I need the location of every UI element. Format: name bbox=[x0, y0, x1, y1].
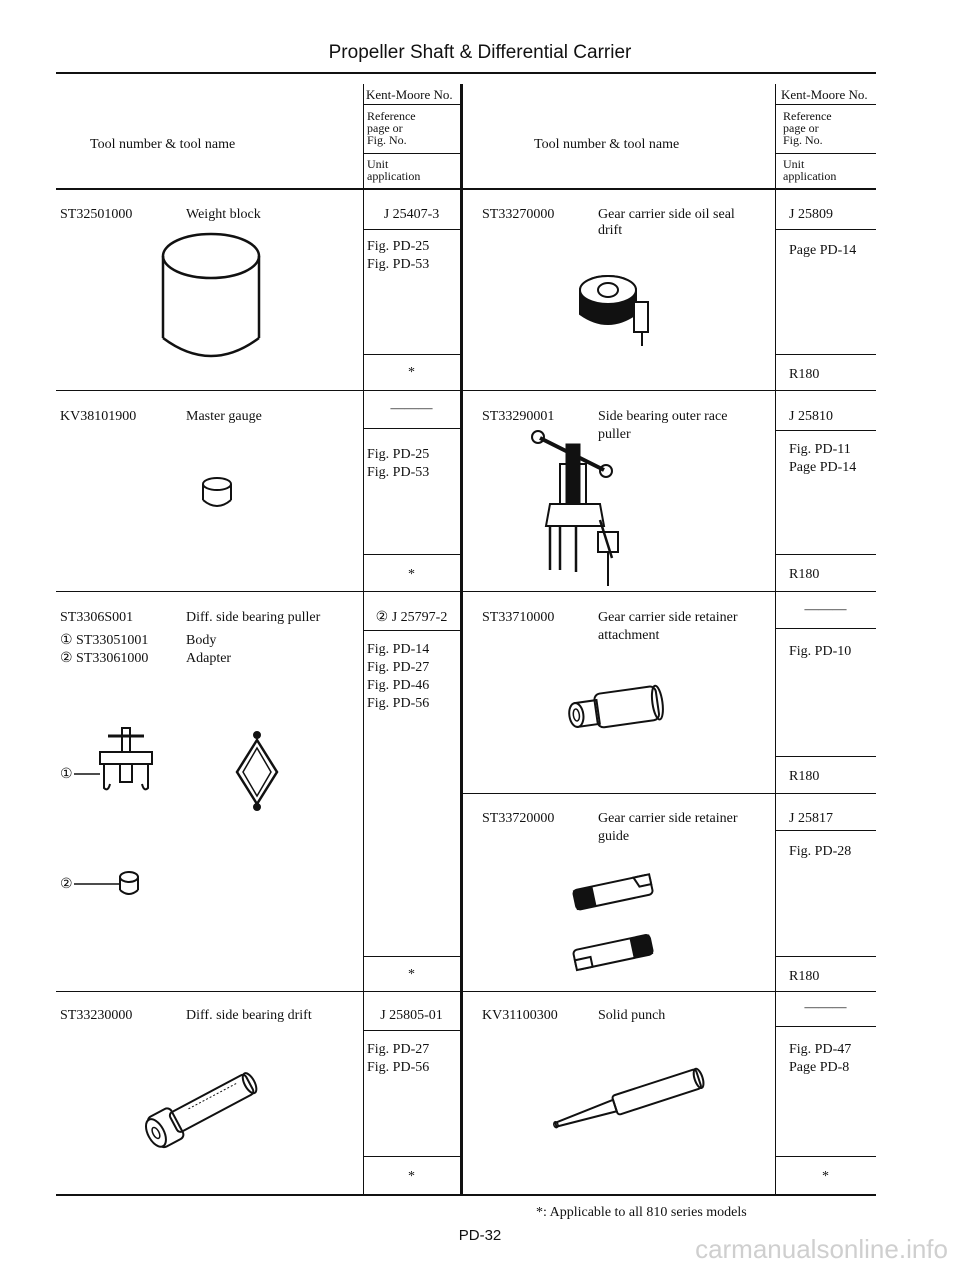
unit-solid-punch: * bbox=[822, 1169, 829, 1184]
ref-solid-punch-1: Fig. PD-47 bbox=[789, 1042, 852, 1057]
right-header-kent-moore: Kent-Moore No. bbox=[781, 87, 868, 102]
row-rule bbox=[363, 229, 460, 230]
ref-master-gauge-2: Fig. PD-53 bbox=[367, 465, 430, 480]
right-header-rule-2 bbox=[775, 153, 876, 154]
tool-name-solid-punch: Solid punch bbox=[598, 1008, 666, 1023]
sub-tool-name-body: Body bbox=[186, 633, 217, 648]
ref-bearing-puller-4: Fig. PD-56 bbox=[367, 696, 430, 711]
right-header-rule bbox=[775, 104, 876, 105]
tool-number-retainer-attachment: ST33710000 bbox=[482, 610, 555, 625]
row-separator bbox=[463, 390, 876, 391]
row-rule bbox=[775, 1026, 876, 1027]
tool-name-retainer-guide-2: guide bbox=[598, 829, 630, 844]
right-header-application: application bbox=[783, 169, 837, 183]
unit-master-gauge: * bbox=[408, 567, 415, 582]
left-header-bottom-rule bbox=[56, 188, 460, 190]
tool-number-race-puller: ST33290001 bbox=[482, 409, 555, 424]
row-separator bbox=[56, 991, 460, 992]
tool-name-bearing-drift: Diff. side bearing drift bbox=[186, 1008, 312, 1023]
row-separator bbox=[463, 793, 876, 794]
tool-name-weight-block: Weight block bbox=[186, 207, 261, 222]
ref-solid-punch-2: Page PD-8 bbox=[789, 1060, 850, 1075]
tool-number-bearing-puller: ST3306S001 bbox=[60, 610, 134, 625]
bottom-rule bbox=[56, 1194, 876, 1196]
left-header-page-or: page or bbox=[367, 121, 403, 135]
ref-bearing-puller-1: Fig. PD-14 bbox=[367, 642, 430, 657]
ref-weight-block-2: Fig. PD-53 bbox=[367, 257, 430, 272]
tool-number-oil-seal-drift: ST33270000 bbox=[482, 207, 555, 222]
kent-moore-master-gauge: ——— bbox=[390, 401, 433, 416]
row-rule bbox=[775, 430, 876, 431]
row-rule bbox=[363, 1030, 460, 1031]
ref-retainer-guide-1: Fig. PD-28 bbox=[789, 844, 852, 859]
top-rule bbox=[56, 72, 876, 74]
row-rule bbox=[775, 229, 876, 230]
retainer-attachment-illustration bbox=[560, 684, 664, 736]
sub-tool-number-body: ① ST33051001 bbox=[60, 633, 149, 648]
center-divider bbox=[460, 84, 463, 1196]
kent-moore-bearing-puller: ② J 25797-2 bbox=[375, 610, 448, 625]
row-separator bbox=[463, 591, 876, 592]
retainer-guide-illustration bbox=[566, 868, 664, 978]
left-header-application: application bbox=[367, 169, 421, 183]
tool-name-master-gauge: Master gauge bbox=[186, 409, 262, 424]
tool-name-oil-seal-drift-1: Gear carrier side oil seal bbox=[598, 207, 735, 222]
sub-tool-name-adapter: Adapter bbox=[186, 651, 232, 666]
unit-retainer-attachment: R180 bbox=[789, 769, 820, 784]
row-rule bbox=[775, 628, 876, 629]
tool-number-bearing-drift: ST33230000 bbox=[60, 1008, 133, 1023]
unit-oil-seal-drift: R180 bbox=[789, 367, 820, 382]
callout-2-label: ② bbox=[60, 877, 73, 892]
row-separator bbox=[463, 991, 876, 992]
row-rule bbox=[775, 554, 876, 555]
bearing-drift-illustration bbox=[140, 1066, 270, 1150]
right-header-unit: Unit bbox=[783, 157, 805, 171]
row-rule bbox=[363, 630, 460, 631]
unit-retainer-guide: R180 bbox=[789, 969, 820, 984]
puller-body-illustration bbox=[74, 726, 174, 792]
tool-number-solid-punch: KV31100300 bbox=[482, 1008, 558, 1023]
tool-name-bearing-puller: Diff. side bearing puller bbox=[186, 610, 321, 625]
unit-race-puller: R180 bbox=[789, 567, 820, 582]
row-rule bbox=[363, 554, 460, 555]
ref-race-puller-1: Fig. PD-11 bbox=[789, 442, 851, 457]
page-title: Propeller Shaft & Differential Carrier bbox=[328, 42, 632, 63]
tool-name-race-puller-1: Side bearing outer race bbox=[598, 409, 728, 424]
row-rule bbox=[775, 756, 876, 757]
kent-moore-solid-punch: ——— bbox=[804, 1000, 847, 1015]
ref-bearing-drift-2: Fig. PD-56 bbox=[367, 1060, 430, 1075]
ref-race-puller-2: Page PD-14 bbox=[789, 460, 857, 475]
left-header-kent-moore: Kent-Moore No. bbox=[366, 87, 453, 102]
weight-block-illustration bbox=[156, 226, 266, 366]
race-puller-illustration bbox=[520, 420, 636, 590]
right-header-tool: Tool number & tool name bbox=[534, 137, 680, 152]
row-separator bbox=[56, 390, 460, 391]
left-column-divider bbox=[363, 84, 364, 1194]
kent-moore-bearing-drift: J 25805-01 bbox=[380, 1008, 443, 1023]
sub-tool-number-adapter: ② ST33061000 bbox=[60, 651, 149, 666]
right-header-bottom-rule bbox=[463, 188, 876, 190]
row-separator bbox=[56, 591, 460, 592]
right-header-fig-no: Fig. No. bbox=[783, 133, 823, 147]
ref-bearing-drift-1: Fig. PD-27 bbox=[367, 1042, 430, 1057]
row-rule bbox=[775, 830, 876, 831]
row-rule bbox=[363, 428, 460, 429]
master-gauge-illustration bbox=[200, 476, 234, 510]
page-number: PD-32 bbox=[458, 1227, 502, 1244]
footnote: *: Applicable to all 810 series models bbox=[536, 1205, 747, 1220]
left-header-rule-2 bbox=[363, 153, 460, 154]
oil-seal-drift-illustration bbox=[574, 268, 658, 348]
kent-moore-race-puller: J 25810 bbox=[789, 409, 833, 424]
row-rule bbox=[775, 1156, 876, 1157]
unit-weight-block: * bbox=[408, 365, 415, 380]
left-header-rule bbox=[363, 104, 460, 105]
kent-moore-weight-block: J 25407-3 bbox=[383, 207, 440, 222]
left-header-tool: Tool number & tool name bbox=[90, 137, 236, 152]
row-rule bbox=[363, 354, 460, 355]
ref-master-gauge-1: Fig. PD-25 bbox=[367, 447, 430, 462]
unit-bearing-drift: * bbox=[408, 1169, 415, 1184]
left-header-unit: Unit bbox=[367, 157, 389, 171]
left-header-reference: Reference bbox=[367, 109, 416, 123]
row-rule bbox=[363, 956, 460, 957]
ref-retainer-attachment-1: Fig. PD-10 bbox=[789, 644, 852, 659]
right-header-page-or: page or bbox=[783, 121, 819, 135]
tool-name-oil-seal-drift-2: drift bbox=[598, 223, 623, 238]
adapter-small-illustration bbox=[74, 870, 140, 900]
ref-bearing-puller-3: Fig. PD-46 bbox=[367, 678, 430, 693]
tool-name-race-puller-2: puller bbox=[598, 427, 631, 442]
puller-adapter-illustration bbox=[232, 730, 282, 812]
tool-name-retainer-attachment-1: Gear carrier side retainer bbox=[598, 610, 738, 625]
tool-number-weight-block: ST32501000 bbox=[60, 207, 133, 222]
kent-moore-retainer-guide: J 25817 bbox=[789, 811, 833, 826]
watermark: carmanualsonline.info bbox=[695, 1234, 948, 1264]
ref-weight-block-1: Fig. PD-25 bbox=[367, 239, 430, 254]
row-rule bbox=[775, 956, 876, 957]
unit-bearing-puller: * bbox=[408, 967, 415, 982]
ref-oil-seal-drift-1: Page PD-14 bbox=[789, 243, 857, 258]
right-header-reference: Reference bbox=[783, 109, 832, 123]
row-rule bbox=[775, 354, 876, 355]
left-header-fig-no: Fig. No. bbox=[367, 133, 407, 147]
row-rule bbox=[363, 1156, 460, 1157]
callout-1-label: ① bbox=[60, 767, 73, 782]
tool-number-retainer-guide: ST33720000 bbox=[482, 811, 555, 826]
solid-punch-illustration bbox=[544, 1066, 720, 1134]
kent-moore-retainer-attachment: ——— bbox=[804, 602, 847, 617]
ref-bearing-puller-2: Fig. PD-27 bbox=[367, 660, 430, 675]
kent-moore-oil-seal-drift: J 25809 bbox=[789, 207, 833, 222]
tool-number-master-gauge: KV38101900 bbox=[60, 409, 137, 424]
tool-name-retainer-guide-1: Gear carrier side retainer bbox=[598, 811, 738, 826]
tool-name-retainer-attachment-2: attachment bbox=[598, 628, 660, 643]
right-column-divider bbox=[775, 84, 776, 1194]
